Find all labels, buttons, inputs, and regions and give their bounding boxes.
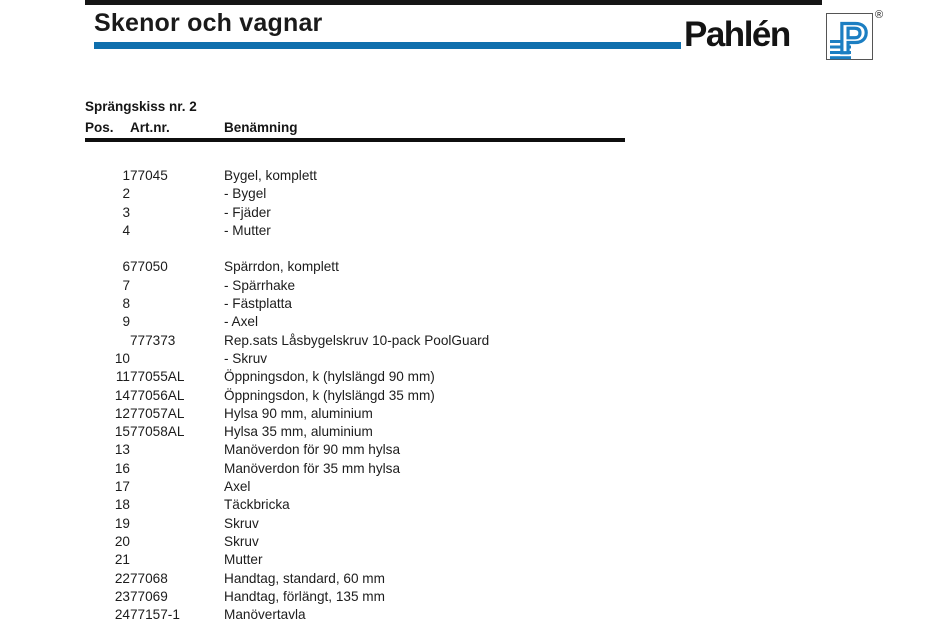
table-row bbox=[85, 185, 625, 203]
page-title: Skenor och vagnar bbox=[94, 9, 323, 37]
table-spacer-row bbox=[85, 240, 625, 258]
cell-art bbox=[130, 496, 224, 514]
cell-art bbox=[130, 478, 224, 496]
cell-pos: 4 bbox=[122, 222, 130, 238]
cell-pos: 17 bbox=[114, 479, 130, 495]
table-row bbox=[85, 441, 625, 459]
cell-pos: 18 bbox=[114, 497, 130, 513]
cell-desc: - Skruv bbox=[224, 350, 268, 366]
cell-art bbox=[130, 277, 224, 295]
cell-art bbox=[130, 313, 224, 331]
cell-art: 77068 bbox=[130, 570, 168, 586]
cell-art: 77045 bbox=[130, 168, 168, 183]
table-row bbox=[85, 387, 625, 405]
cell-pos: 10 bbox=[114, 350, 130, 366]
cell-pos: 24 bbox=[114, 607, 130, 623]
svg-text:P: P bbox=[839, 15, 868, 60]
top-edge-bar bbox=[85, 0, 822, 5]
cell-art bbox=[130, 350, 224, 368]
table-row bbox=[85, 277, 625, 295]
cell-art bbox=[130, 460, 224, 478]
cell-pos: 7 bbox=[122, 277, 130, 293]
table-row bbox=[85, 313, 625, 331]
cell-pos: 9 bbox=[122, 314, 130, 330]
section-title: Sprängskiss nr. 2 bbox=[85, 99, 197, 114]
cell-desc: Hylsa 90 mm, aluminium bbox=[224, 405, 373, 421]
cell-desc: - Axel bbox=[224, 314, 258, 330]
table-row bbox=[85, 588, 625, 606]
cell-desc: - Bygel bbox=[224, 186, 267, 202]
cell-pos: 12 bbox=[114, 405, 130, 421]
cell-desc: Manöverdon för 90 mm hylsa bbox=[224, 442, 401, 458]
table-row bbox=[85, 551, 625, 569]
cell-pos: 22 bbox=[114, 570, 130, 586]
cell-pos: 6 bbox=[122, 259, 130, 275]
cell-art bbox=[130, 533, 224, 551]
registered-trademark-icon: ® bbox=[875, 9, 884, 21]
cell-pos: 13 bbox=[114, 442, 130, 458]
cell-art: 77057AL bbox=[130, 405, 185, 421]
cell-desc: Handtag, förlängt, 135 mm bbox=[224, 588, 385, 604]
cell-desc: - Fjäder bbox=[224, 204, 271, 220]
parts-table bbox=[85, 117, 625, 624]
cell-art: 77069 bbox=[130, 588, 168, 604]
table-row bbox=[85, 368, 625, 386]
table-row bbox=[85, 258, 625, 276]
cell-pos: 1 bbox=[122, 168, 130, 183]
cell-art bbox=[130, 515, 224, 533]
cell-art: 77058AL bbox=[130, 424, 185, 440]
cell-desc: Axel bbox=[224, 479, 251, 495]
column-header-artnr: Art.nr. bbox=[130, 117, 224, 140]
cell-art: 77056AL bbox=[130, 387, 185, 403]
table-row bbox=[85, 332, 625, 350]
cell-pos: 8 bbox=[122, 296, 130, 312]
cell-desc: - Mutter bbox=[224, 222, 271, 238]
cell-art bbox=[130, 185, 224, 203]
cell-art: 77050 bbox=[130, 259, 168, 275]
table-row bbox=[85, 496, 625, 514]
table-row bbox=[85, 140, 625, 185]
cell-desc: Öppningsdon, k (hylslängd 90 mm) bbox=[224, 369, 435, 385]
table-row bbox=[85, 606, 625, 624]
cell-pos: 20 bbox=[114, 533, 130, 549]
title-underline-rule bbox=[94, 42, 681, 49]
brand-name: Pahlén bbox=[684, 15, 790, 54]
cell-pos: 3 bbox=[122, 204, 130, 220]
pahlen-p-logo-icon bbox=[826, 13, 873, 60]
cell-desc: Bygel, komplett bbox=[224, 168, 317, 183]
cell-desc: Manövertavla bbox=[224, 607, 306, 623]
column-header-pos: Pos. bbox=[85, 117, 130, 140]
cell-art: 77055AL bbox=[130, 369, 185, 385]
cell-desc: Mutter bbox=[224, 552, 263, 568]
table-row bbox=[85, 570, 625, 588]
table-row bbox=[85, 295, 625, 313]
table-row bbox=[85, 478, 625, 496]
cell-desc: Hylsa 35 mm, aluminium bbox=[224, 424, 373, 440]
cell-pos: 11 bbox=[115, 369, 130, 385]
cell-pos: 15 bbox=[114, 424, 130, 440]
cell-desc: Skruv bbox=[224, 533, 259, 549]
cell-art bbox=[130, 551, 224, 569]
table-header-row bbox=[85, 117, 625, 140]
pahlen-p-monogram bbox=[826, 13, 873, 60]
cell-desc: Täckbricka bbox=[224, 497, 290, 513]
cell-art bbox=[130, 295, 224, 313]
table-row bbox=[85, 350, 625, 368]
cell-pos: 14 bbox=[114, 387, 130, 403]
table-row bbox=[85, 533, 625, 551]
cell-art bbox=[130, 240, 224, 258]
cell-desc: - Spärrhake bbox=[224, 277, 296, 293]
cell-art: 77157-1 bbox=[130, 607, 180, 623]
cell-desc: Handtag, standard, 60 mm bbox=[224, 570, 385, 586]
table-body bbox=[85, 140, 625, 624]
cell-art bbox=[130, 441, 224, 459]
table-row bbox=[85, 423, 625, 441]
cell-desc: Rep.sats Låsbygelskruv 10-pack PoolGuard bbox=[224, 332, 490, 348]
cell-desc: Öppningsdon, k (hylslängd 35 mm) bbox=[224, 387, 435, 403]
table-row bbox=[85, 204, 625, 222]
cell-pos: 2 bbox=[122, 186, 130, 202]
cell-desc: Skruv bbox=[224, 515, 259, 531]
cell-desc: Manöverdon för 35 mm hylsa bbox=[224, 460, 401, 476]
table-row bbox=[85, 515, 625, 533]
cell-pos bbox=[85, 240, 130, 258]
cell-desc: - Fästplatta bbox=[224, 296, 292, 312]
table-row bbox=[85, 460, 625, 478]
cell-pos: 21 bbox=[114, 552, 130, 568]
table-row bbox=[85, 222, 625, 240]
cell-art bbox=[130, 204, 224, 222]
table-row bbox=[85, 405, 625, 423]
cell-art bbox=[130, 222, 224, 240]
cell-art: 777373 bbox=[130, 332, 176, 348]
cell-pos: 16 bbox=[114, 460, 130, 476]
cell-desc bbox=[224, 240, 625, 258]
column-header-benamning: Benämning bbox=[224, 117, 625, 140]
cell-pos: 19 bbox=[114, 515, 130, 531]
cell-pos: 23 bbox=[114, 588, 130, 604]
cell-pos bbox=[85, 332, 130, 350]
cell-desc: Spärrdon, komplett bbox=[224, 259, 339, 275]
